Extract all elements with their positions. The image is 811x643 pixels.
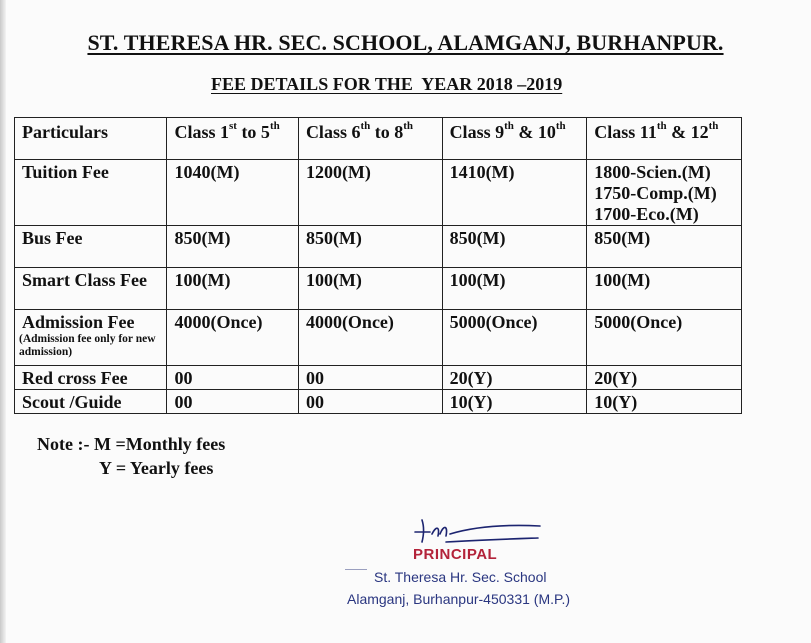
note-monthly: Note :- M =Monthly fees — [37, 434, 226, 454]
table-row-tuition-fee — [15, 160, 742, 226]
admission-fee-note: (Admission fee only for new admission) — [19, 333, 156, 358]
table-cell: 100(M) — [587, 268, 742, 310]
table-cell: 10(Y) — [442, 390, 587, 414]
table-cell: 850(M) — [167, 226, 298, 268]
school-name-heading: ST. THERESA HR. SEC. SCHOOL, ALAMGANJ, BURHANPUR. — [87, 30, 724, 55]
row-label-tuition-fee: Tuition Fee — [15, 160, 167, 226]
fee-notes — [37, 432, 225, 480]
table-cell: 00 — [167, 390, 298, 414]
table-cell: 100(M) — [298, 268, 442, 310]
tuition-computer-fee: 1750-Comp.(M) — [594, 183, 717, 203]
table-row-admission-fee — [15, 310, 742, 366]
table-cell: 20(Y) — [442, 366, 587, 390]
table-cell: 00 — [298, 366, 442, 390]
table-cell: 5000(Once) — [587, 310, 742, 366]
stamp-school-name: St. Theresa Hr. Sec. School — [374, 569, 547, 585]
table-cell: 100(M) — [442, 268, 587, 310]
table-row-smart-class-fee — [15, 268, 742, 310]
table-cell: 5000(Once) — [442, 310, 587, 366]
row-label-admission-fee — [15, 310, 167, 366]
column-header-class-11-12: Class 11th & 12th — [587, 118, 742, 160]
table-cell: 20(Y) — [587, 366, 742, 390]
note-yearly: Y = Yearly fees — [99, 458, 214, 478]
stamp-principal-title: PRINCIPAL — [413, 546, 498, 563]
table-cell: 00 — [167, 366, 298, 390]
table-cell: 850(M) — [442, 226, 587, 268]
page-edge-shadow — [0, 0, 6, 643]
table-row-bus-fee — [15, 226, 742, 268]
column-header-class-1-5: Class 1st to 5th — [167, 118, 298, 160]
table-cell: 4000(Once) — [167, 310, 298, 366]
table-cell: 00 — [298, 390, 442, 414]
table-cell: 850(M) — [587, 226, 742, 268]
tuition-science-fee: 1800-Scien.(M) — [594, 162, 711, 182]
table-cell: 100(M) — [167, 268, 298, 310]
column-header-class-6-8: Class 6th to 8th — [298, 118, 442, 160]
table-cell: 4000(Once) — [298, 310, 442, 366]
table-cell-tuition-class-11-12 — [587, 160, 742, 226]
fee-table — [14, 117, 742, 414]
stamp-address: Alamganj, Burhanpur-450331 (M.P.) — [347, 591, 571, 607]
row-label-red-cross-fee: Red cross Fee — [15, 366, 167, 390]
stamp-divider — [345, 569, 367, 570]
tuition-economics-fee: 1700-Eco.(M) — [594, 204, 699, 224]
table-cell: 1040(M) — [167, 160, 298, 226]
table-cell: 10(Y) — [587, 390, 742, 414]
table-cell: 1410(M) — [442, 160, 587, 226]
principal-signature — [410, 512, 550, 548]
row-label-bus-fee: Bus Fee — [15, 226, 167, 268]
table-row-scout-guide — [15, 390, 742, 414]
column-header-class-9-10: Class 9th & 10th — [442, 118, 587, 160]
admission-fee-label: Admission Fee — [22, 312, 135, 332]
table-row-red-cross-fee — [15, 366, 742, 390]
row-label-smart-class-fee: Smart Class Fee — [15, 268, 167, 310]
table-cell: 1200(M) — [298, 160, 442, 226]
table-header-row — [15, 118, 742, 160]
column-header-particulars: Particulars — [15, 118, 167, 160]
fee-details-title: FEE DETAILS FOR THE YEAR 2018 –2019 — [211, 74, 563, 94]
table-cell: 850(M) — [298, 226, 442, 268]
row-label-scout-guide: Scout /Guide — [15, 390, 167, 414]
